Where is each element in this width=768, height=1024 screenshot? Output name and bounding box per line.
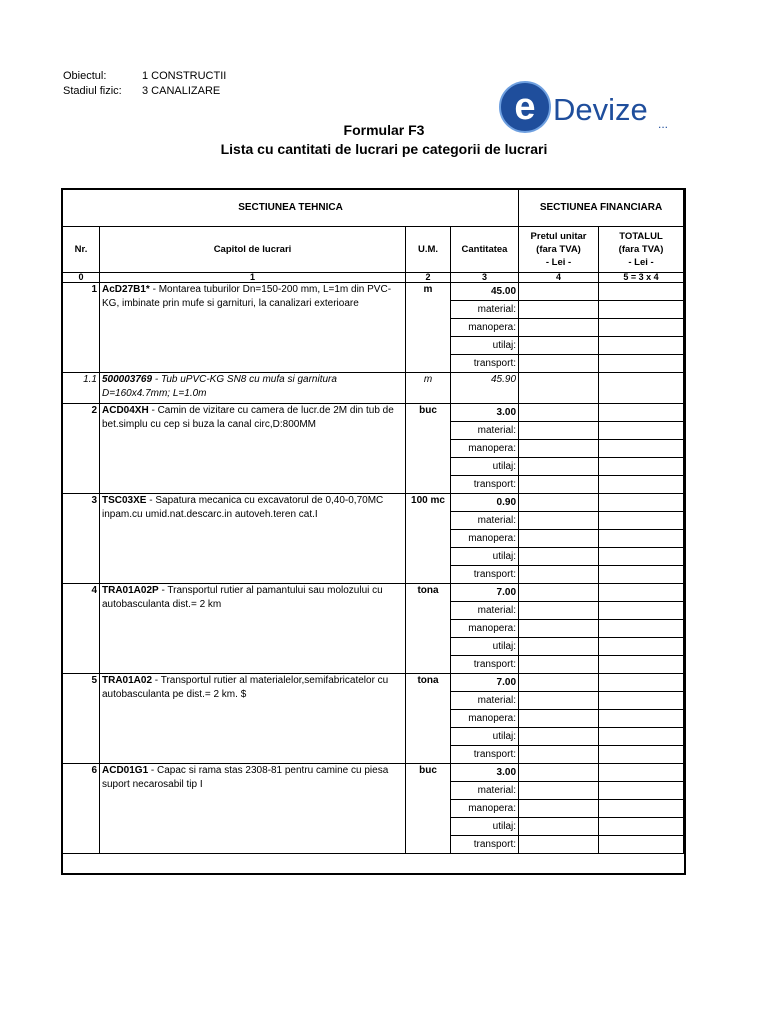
col-um: U.M. [406,227,451,273]
obiect-label: Obiectul: [63,70,107,82]
row-price [519,404,599,422]
section-financiara: SECTIUNEA FINANCIARA [519,190,684,227]
table-row [63,283,684,301]
col-pret-2: (fara TVA) [536,244,581,255]
row-um: m [406,283,451,373]
subrow-price [519,301,599,319]
row-code: TSC03XE [102,495,147,506]
table-row [63,584,684,602]
table-row [63,404,684,422]
subrow-total [599,476,684,494]
subrow-label: material: [451,692,519,710]
subrow-total [599,602,684,620]
row-code: ACD04XH [102,405,149,416]
idx-5: 5 = 3 x 4 [599,273,684,283]
works-table [62,189,684,854]
subrow-label: transport: [451,355,519,373]
row-um: 100 mc [406,494,451,584]
row-nr: 2 [63,404,100,494]
row-desc-text: - Tub uPVC-KG SN8 cu mufa si garnitura D=160x4.7mm; L=1.0m [102,374,337,399]
subrow-price [519,746,599,764]
subrow-price [519,656,599,674]
subrow-price [519,319,599,337]
row-um: m [406,373,451,404]
subrow-price [519,620,599,638]
subrow-total [599,836,684,854]
col-total-1: TOTALUL [619,231,663,242]
subrow-total [599,530,684,548]
subrow-price [519,728,599,746]
subrow-price [519,458,599,476]
subrow-label: manopera: [451,440,519,458]
table-row [63,373,684,404]
row-um: buc [406,764,451,854]
col-pret-3: - Lei - [545,257,572,268]
row-qty: 0.90 [451,494,519,512]
row-code: TRA01A02 [102,675,153,686]
subrow-label: transport: [451,476,519,494]
column-header-row [63,227,684,273]
subrow-price [519,530,599,548]
subrow-price [519,566,599,584]
subrow-total [599,800,684,818]
subrow-total [599,458,684,476]
row-nr: 5 [63,674,100,764]
subrow-label: utilaj: [451,638,519,656]
row-price [519,584,599,602]
form-subtitle: Lista cu cantitati de lucrari pe categorii de lucrari [220,141,548,157]
idx-2: 2 [406,273,451,283]
row-description [100,674,406,764]
subrow-label: manopera: [451,319,519,337]
row-total [599,584,684,602]
subrow-price [519,422,599,440]
subrow-total [599,337,684,355]
subrow-total [599,319,684,337]
subrow-price [519,710,599,728]
subrow-total [599,548,684,566]
stadiu-label: Stadiul fizic: [63,85,122,97]
row-price [519,674,599,692]
col-pret [519,227,599,273]
subrow-total [599,710,684,728]
subrow-price [519,512,599,530]
subrow-label: transport: [451,566,519,584]
subrow-total [599,620,684,638]
row-desc-text: - Camin de vizitare cu camera de lucr.de 2M din tub de bet.simplu cu cep si buza la canal circ,D:800MM [102,405,394,430]
row-description [100,373,406,404]
subrow-total [599,728,684,746]
row-desc-text: - Montarea tuburilor Dn=150-200 mm, L=1m din PVC-KG, imbinate prin mufe si garnituri, la canalizari exterioare [102,284,392,309]
idx-3: 3 [451,273,519,283]
row-qty: 3.00 [451,404,519,422]
row-um: tona [406,584,451,674]
col-total-3: - Lei - [628,257,654,268]
row-description [100,584,406,674]
subrow-label: transport: [451,746,519,764]
row-description [100,764,406,854]
subrow-total [599,818,684,836]
table-row [63,674,684,692]
subrow-label: utilaj: [451,818,519,836]
subrow-price [519,337,599,355]
form-title: Formular F3 [343,122,425,138]
row-code: TRA01A02P [102,585,159,596]
subrow-price [519,836,599,854]
row-nr: 1.1 [63,373,100,404]
row-desc-text: - Sapatura mecanica cu excavatorul de 0,40-0,70MC inpam.cu umid.nat.descarc.in autoveh.teren cat.I [102,495,384,520]
row-desc-text: - Transportul rutier al materialelor,semifabricatelor cu autobasculanta pe dist.= 2 km. $ [102,675,389,700]
subrow-price [519,548,599,566]
row-price [519,283,599,301]
col-capitol: Capitol de lucrari [100,227,406,273]
row-total [599,373,684,404]
row-qty: 3.00 [451,764,519,782]
row-price [519,494,599,512]
row-qty: 7.00 [451,584,519,602]
subrow-price [519,800,599,818]
row-nr: 3 [63,494,100,584]
table-row [63,494,684,512]
subrow-label: utilaj: [451,458,519,476]
subrow-label: material: [451,512,519,530]
row-price [519,764,599,782]
row-nr: 1 [63,283,100,373]
subrow-total [599,440,684,458]
subrow-label: utilaj: [451,728,519,746]
idx-1: 1 [100,273,406,283]
row-code: AcD27B1* [102,284,150,295]
row-qty: 45.90 [451,373,519,404]
col-pret-1: Pretul unitar [530,231,587,242]
subrow-total [599,782,684,800]
col-nr: Nr. [63,227,100,273]
subrow-price [519,355,599,373]
row-description [100,404,406,494]
subrow-label: manopera: [451,530,519,548]
subrow-label: utilaj: [451,337,519,355]
col-total-2: (fara TVA) [618,244,664,255]
row-desc-text: - Capac si rama stas 2308-81 pentru camine cu piesa suport necarosabil tip I [102,765,389,790]
row-desc-text: - Transportul rutier al pamantului sau molozului cu autobasculanta dist.= 2 km [102,585,383,610]
subrow-label: transport: [451,836,519,854]
row-price [519,373,599,404]
row-description [100,283,406,373]
subrow-price [519,602,599,620]
row-description [100,494,406,584]
subrow-total [599,656,684,674]
subrow-label: material: [451,301,519,319]
obiect-value: 1 CONSTRUCTII [142,70,227,82]
row-um: tona [406,674,451,764]
table-row [63,764,684,782]
row-total [599,283,684,301]
subrow-price [519,818,599,836]
row-code: ACD01G1 [102,765,149,776]
subrow-label: transport: [451,656,519,674]
subrow-price [519,782,599,800]
row-qty: 45.00 [451,283,519,301]
section-header-row [63,190,684,227]
subrow-total [599,512,684,530]
subrow-label: material: [451,422,519,440]
subrow-price [519,440,599,458]
col-total [599,227,684,273]
subrow-label: utilaj: [451,548,519,566]
stadiu-value: 3 CANALIZARE [142,85,221,97]
subrow-label: material: [451,782,519,800]
subrow-total [599,746,684,764]
subrow-total [599,422,684,440]
subrow-total [599,566,684,584]
row-qty: 7.00 [451,674,519,692]
row-total [599,404,684,422]
col-cantitatea: Cantitatea [451,227,519,273]
subrow-total [599,692,684,710]
row-code: 500003769 [102,374,153,385]
logo-letter: e [514,86,536,128]
idx-0: 0 [63,273,100,283]
row-total [599,494,684,512]
subrow-label: manopera: [451,800,519,818]
idx-4: 4 [519,273,599,283]
row-total [599,674,684,692]
subrow-total [599,355,684,373]
section-tehnica: SECTIUNEA TEHNICA [63,190,519,227]
row-total [599,764,684,782]
row-nr: 6 [63,764,100,854]
subrow-label: manopera: [451,710,519,728]
subrow-label: manopera: [451,620,519,638]
row-nr: 4 [63,584,100,674]
subrow-total [599,638,684,656]
subrow-label: material: [451,602,519,620]
subrow-total [599,301,684,319]
subrow-price [519,692,599,710]
subrow-price [519,476,599,494]
logo-text: Devize [553,92,648,127]
subrow-price [519,638,599,656]
index-row [63,273,684,283]
logo-dots: ... [658,117,669,131]
row-um: buc [406,404,451,494]
